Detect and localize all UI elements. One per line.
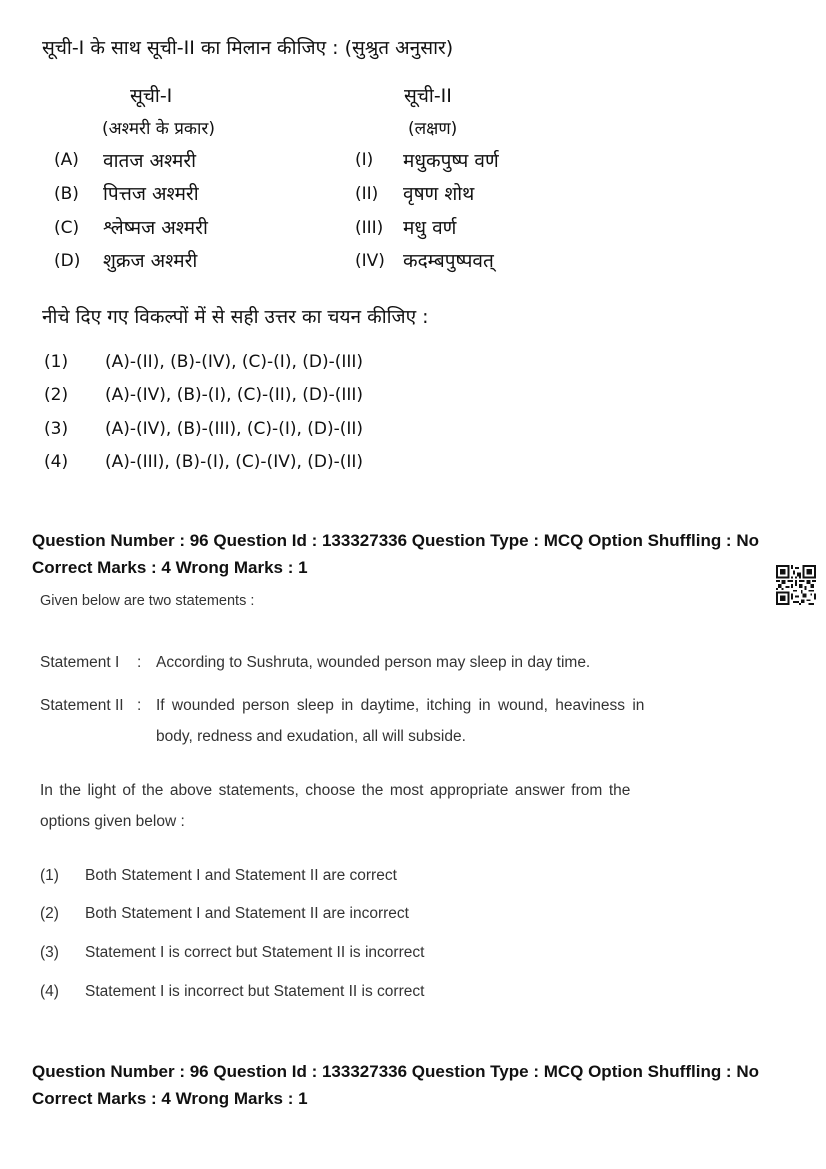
list1-title: सूची-I xyxy=(130,85,173,107)
statement-2-text-cont: body, redness and exudation, all will subside. xyxy=(156,728,466,745)
option-text: Statement I is incorrect but Statement II is correct xyxy=(85,983,425,1000)
list2-item-iv: कदम्बपुष्पवत् xyxy=(403,250,494,272)
option-number: (1) xyxy=(44,352,69,372)
option-text: (A)-(IV), (B)-(I), (C)-(II), (D)-(III) xyxy=(105,385,364,405)
list2-title: सूची-II xyxy=(404,85,452,107)
option-text: Both Statement I and Statement II are incorrect xyxy=(85,905,409,922)
list2-key-iv: (IV) xyxy=(355,251,385,271)
question-meta-line: Question Number : 96 Question Id : 133327336 Question Type : MCQ Option Shuffling : No xyxy=(32,1062,759,1081)
option-number: (4) xyxy=(44,452,69,472)
marks-meta-line: Correct Marks : 4 Wrong Marks : 1 xyxy=(32,558,308,577)
list2-key-ii: (II) xyxy=(355,184,379,204)
statement-1-text: According to Sushruta, wounded person may sleep in day time. xyxy=(156,654,591,671)
list1-item-d: शुक्रज अश्मरी xyxy=(103,250,198,272)
option-text: (A)-(II), (B)-(IV), (C)-(I), (D)-(III) xyxy=(105,352,364,372)
question-text: सूची-I के साथ सूची-II का मिलान कीजिए : (सुश्रुत अनुसार) xyxy=(42,37,454,59)
option-text: (A)-(III), (B)-(I), (C)-(IV), (D)-(II) xyxy=(105,452,364,472)
marks-meta-line: Correct Marks : 4 Wrong Marks : 1 xyxy=(32,1089,308,1108)
option-number: (2) xyxy=(40,905,59,922)
list1-key-c: (C) xyxy=(54,218,80,238)
qr-code-icon xyxy=(776,565,816,605)
list1-key-b: (B) xyxy=(54,184,79,204)
list2-subtitle: (लक्षण) xyxy=(408,119,458,139)
option-number: (3) xyxy=(44,419,69,439)
option-text: (A)-(IV), (B)-(III), (C)-(I), (D)-(II) xyxy=(105,419,364,439)
list1-item-b: पित्तज अश्मरी xyxy=(103,183,199,205)
option-number: (2) xyxy=(44,385,69,405)
statement-1-label: Statement I xyxy=(40,654,120,671)
list2-key-iii: (III) xyxy=(355,218,384,238)
list1-subtitle: (अश्मरी के प्रकार) xyxy=(102,119,215,139)
statements-intro: Given below are two statements : xyxy=(40,593,255,609)
option-text: Both Statement I and Statement II are correct xyxy=(85,867,397,884)
instruction-text-en: In the light of the above statements, choose the most appropriate answer from the xyxy=(40,782,631,799)
option-number: (4) xyxy=(40,983,59,1000)
question-meta-line: Question Number : 96 Question Id : 133327336 Question Type : MCQ Option Shuffling : No xyxy=(32,531,759,550)
option-text: Statement I is correct but Statement II is incorrect xyxy=(85,944,425,961)
list1-item-c: श्लेष्मज अश्मरी xyxy=(103,217,208,239)
statement-2-colon: : xyxy=(137,697,142,714)
list1-item-a: वातज अश्मरी xyxy=(103,150,197,172)
statement-1-colon: : xyxy=(137,654,142,671)
instruction-text: नीचे दिए गए विकल्पों में से सही उत्तर का चयन कीजिए : xyxy=(42,306,429,328)
option-number: (1) xyxy=(40,867,59,884)
list2-item-iii: मधु वर्ण xyxy=(403,217,457,239)
list1-key-d: (D) xyxy=(54,251,81,271)
statement-2-label: Statement II xyxy=(40,697,124,714)
list1-key-a: (A) xyxy=(54,150,79,170)
list2-item-ii: वृषण शोथ xyxy=(403,183,475,205)
instruction-text-en-cont: options given below : xyxy=(40,813,185,830)
list2-item-i: मधुकपुष्प वर्ण xyxy=(403,150,499,172)
option-number: (3) xyxy=(40,944,59,961)
statement-2-text: If wounded person sleep in daytime, itching in wound, heaviness in xyxy=(156,697,645,714)
list2-key-i: (I) xyxy=(355,150,374,170)
